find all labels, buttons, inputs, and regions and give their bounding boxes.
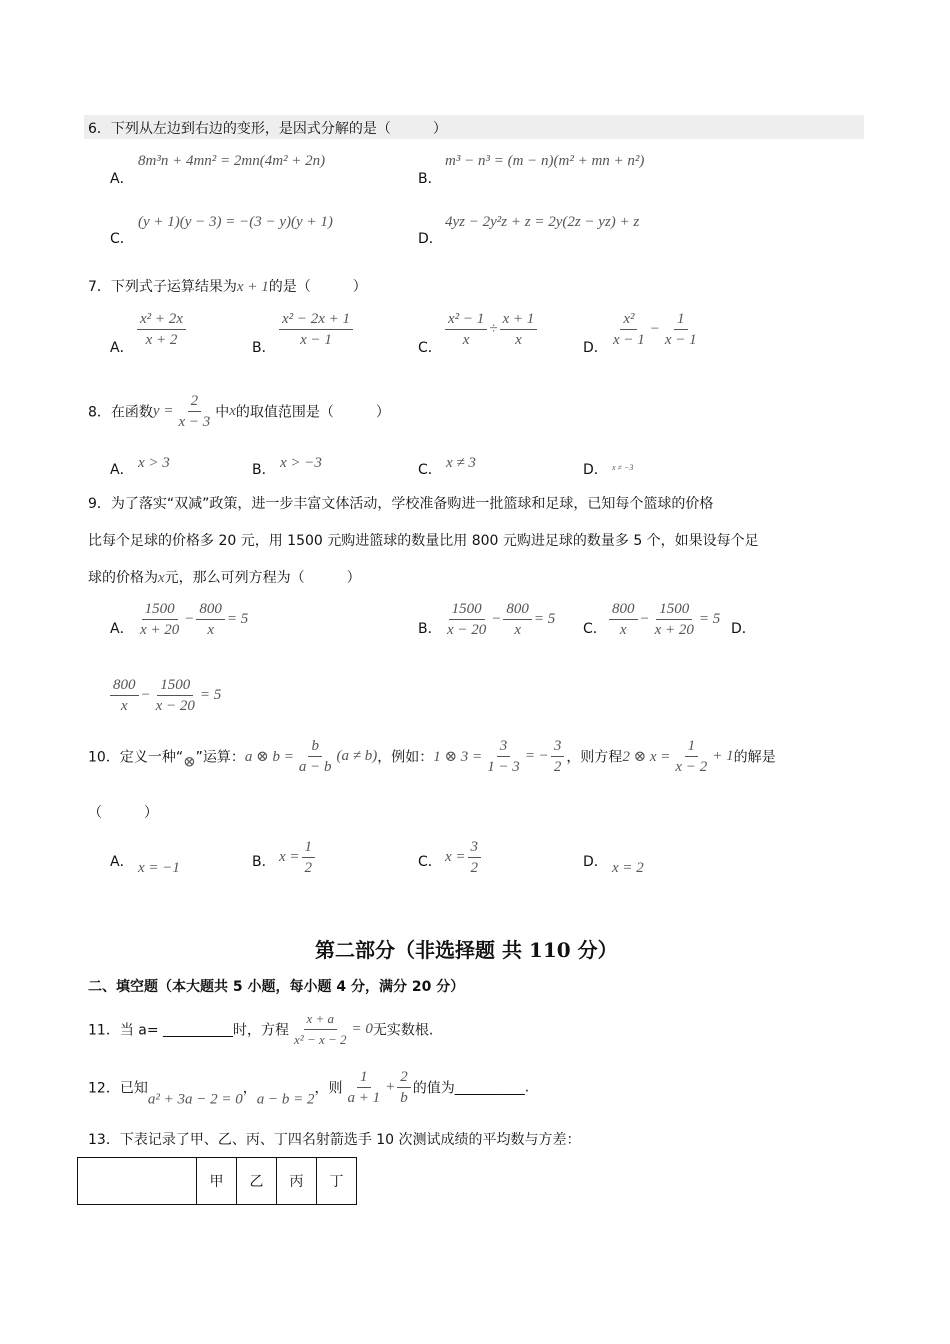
- q8-option-a-letter: A．: [110, 462, 134, 478]
- q8-option-d-letter: D．: [583, 462, 608, 478]
- q7-option-a-letter: A．: [110, 340, 134, 356]
- q9-option-b-letter: B．: [418, 621, 442, 637]
- table-header-bing: 丙: [277, 1158, 317, 1205]
- q9-option-a-letter: A．: [110, 621, 134, 637]
- otimes-symbol: ⊗: [183, 754, 196, 771]
- q9-option-a-expr: $\frac{1500}{x + 20}$ − $\frac{800}{x}$ = 5: [140, 601, 249, 638]
- q9-option-c-letter: C．: [583, 621, 607, 637]
- q10-option-c-expr: x = $\frac{3}{2}$: [445, 838, 483, 877]
- q6-option-b-letter: B．: [418, 171, 442, 187]
- score-table: [77, 1157, 357, 1205]
- table-header-ding: 丁: [317, 1158, 357, 1205]
- q8-option-d-expr: x ≠ −3: [612, 463, 634, 472]
- part-2-title: 第二部分（非选择题 共 110 分）: [315, 938, 618, 962]
- question-12: 12．已知a² + 3a − 2 = 0，a − b = 2，则 $\frac{1}{a + 1}$ + $\frac{2}{b}$ 的值为__________.: [88, 1069, 530, 1108]
- question-10-stem: 10．定义一种“⊗”运算：a ⊗ b = $\frac{b}{a - b}$ (a ≠ b)，例如：1 ⊗ 3 = $\frac{3}{1 - 3}$ = − $\frac{3}{2}$ ，则方程2 ⊗ x = $\frac{1}{x - 2}$ + 1的解是: [88, 738, 776, 775]
- q7-option-c-letter: C．: [418, 340, 442, 356]
- q10-option-d-letter: D．: [583, 854, 608, 870]
- q7-option-d-letter: D．: [583, 340, 608, 356]
- question-9-line-3: 球的价格为x元，那么可列方程为（ ）: [88, 570, 361, 586]
- q8-option-b-letter: B．: [252, 462, 276, 478]
- question-9-line-1: 9．为了落实“双减”政策，进一步丰富文体活动，学校准备购进一批篮球和足球，已知每个篮球的价格: [88, 496, 714, 512]
- q8-option-b-expr: x > −3: [280, 455, 322, 471]
- q8-option-c-expr: x ≠ 3: [446, 455, 476, 471]
- q8-option-c-letter: C．: [418, 462, 442, 478]
- q6-option-c-expr: (y + 1)(y − 3) = −(3 − y)(y + 1): [138, 214, 333, 230]
- q6-option-a-letter: A．: [110, 171, 134, 187]
- table-header-blank: [78, 1158, 197, 1205]
- q10-option-c-letter: C．: [418, 854, 442, 870]
- q9-option-d-expr: $\frac{800}{x}$ − $\frac{1500}{x - 20}$ = 5: [108, 676, 221, 715]
- q6-option-b-expr: m³ − n³ = (m − n)(m² + mn + n²): [445, 153, 645, 169]
- q9-option-d-letter: D．: [731, 621, 756, 637]
- q7-option-c-expr: $\frac{\text{x² − 1}}{x}$ ÷ $\frac{x + 1}{x}$: [443, 310, 539, 349]
- question-11: 11．当 a= __________时，方程 $\frac{x + a}{\text{x² − x − 2}}$ = 0无实数根.: [88, 1011, 434, 1047]
- table-row: [78, 1158, 357, 1205]
- q7-option-b-expr: $\frac{\text{x² − 2x + 1}}{x - 1}$: [277, 310, 355, 349]
- table-header-jia: 甲: [197, 1158, 237, 1205]
- q10-option-b-expr: x = $\frac{1}{2}$: [279, 838, 317, 877]
- question-10-paren: （ ）: [88, 805, 158, 821]
- q6-option-d-letter: D．: [418, 231, 443, 247]
- q9-option-c-expr: $\frac{800}{x}$ − $\frac{1500}{x + 20}$ = 5: [607, 600, 720, 639]
- question-7-stem: 7．下列式子运算结果为x + 1的是（ ）: [88, 279, 367, 295]
- q8-option-a-expr: x > 3: [138, 455, 170, 471]
- q7-option-b-letter: B．: [252, 340, 276, 356]
- q7-option-d-expr: $\frac{\text{x²}}{x - 1}$ − $\frac{1}{x - 1}$: [613, 311, 697, 348]
- q10-option-b-letter: B．: [252, 854, 276, 870]
- q7-option-a-expr: $\frac{\text{x² + 2x}}{x + 2}$: [135, 310, 188, 349]
- q9-option-b-expr: $\frac{1500}{x - 20}$ − $\frac{800}{x}$ = 5: [447, 601, 556, 638]
- question-13-stem: 13．下表记录了甲、乙、丙、丁四名射箭选手 10 次测试成绩的平均数与方差：: [88, 1132, 581, 1148]
- question-6-stem: 6．下列从左边到右边的变形，是因式分解的是（ ）: [88, 121, 447, 137]
- q6-option-d-expr: 4yz − 2y²z + z = 2y(2z − yz) + z: [445, 214, 640, 230]
- q11-answer-blank: __________: [163, 1021, 234, 1038]
- question-9-line-2: 比每个足球的价格多 20 元，用 1500 元购进篮球的数量比用 800 元购进足球的数量多 5 个，如果设每个足: [88, 533, 759, 549]
- q10-option-a-letter: A．: [110, 854, 134, 870]
- q6-option-a-expr: 8m³n + 4mn² = 2mn(4m² + 2n): [138, 153, 326, 169]
- q10-option-d-expr: x = 2: [612, 860, 644, 876]
- table-header-yi: 乙: [237, 1158, 277, 1205]
- q10-option-a-expr: x = −1: [138, 860, 180, 876]
- section-2-heading: 二、填空题（本大题共 5 小题，每小题 4 分，满分 20 分）: [88, 979, 465, 995]
- question-8-stem: 8．在函数y = $\frac{2}{x - 3}$ 中x的取值范围是（ ）: [88, 393, 390, 430]
- q6-option-c-letter: C．: [110, 231, 134, 247]
- q12-answer-blank: __________.: [454, 1079, 530, 1096]
